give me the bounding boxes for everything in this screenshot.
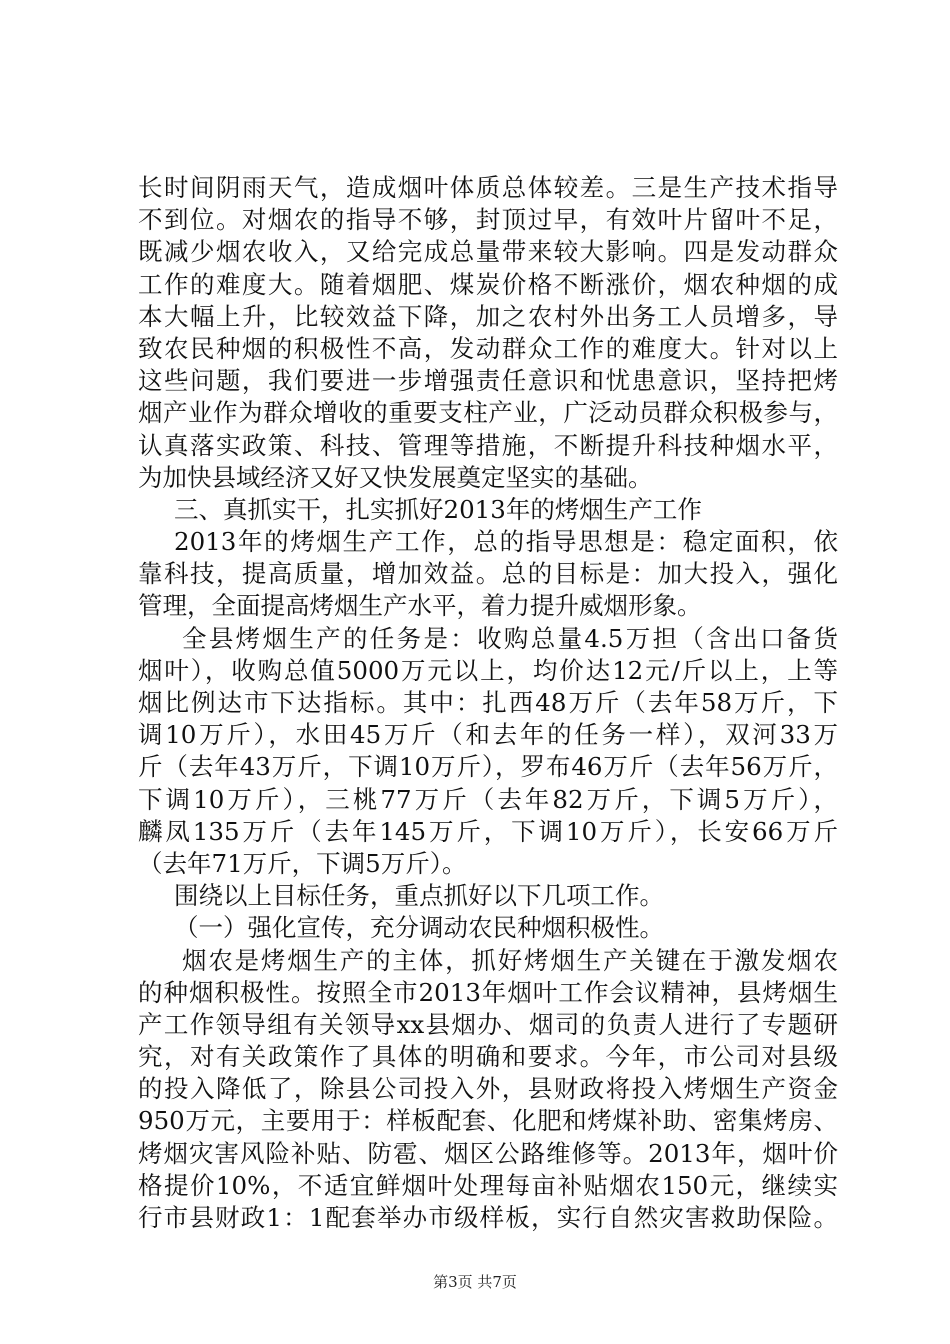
- text-line: 麟凤135万斤（去年145万斤，下调10万斤），长安66万斤: [138, 816, 838, 846]
- text-line: 不到位。对烟农的指导不够，封顶过早，有效叶片留叶不足，: [138, 205, 838, 235]
- text-line: 致农民种烟的积极性不高，发动群众工作的难度大。针对以上: [138, 333, 838, 363]
- text-line: 烟产业作为群众增收的重要支柱产业，广泛动员群众积极参与，: [138, 398, 838, 428]
- text-line: 为加快县域经济又好又快发展奠定坚实的基础。: [138, 462, 653, 492]
- text-line: 管理，全面提高烤烟生产水平，着力提升威烟形象。: [138, 591, 702, 621]
- section-heading: 三、真抓实干，扎实抓好2013年的烤烟生产工作: [174, 494, 702, 524]
- text-line: 认真落实政策、科技、管理等措施，不断提升科技种烟水平，: [138, 430, 838, 460]
- text-line: 长时间阴雨天气，造成烟叶体质总体较差。三是生产技术指导: [138, 173, 838, 202]
- text-line: 调10万斤），水田45万斤（和去年的任务一样），双河33万: [138, 720, 838, 750]
- text-line: 全县烤烟生产的任务是：收购总量4.5万担（含出口备货: [182, 623, 838, 653]
- text-line: 行市县财政1：1配套举办市级样板，实行自然灾害救助保险。: [138, 1203, 838, 1232]
- text-line: 格提价10%，不适宜鲜烟叶处理每亩补贴烟农150元，继续实: [138, 1170, 838, 1200]
- text-line: 的种烟积极性。按照全市2013年烟叶工作会议精神，县烤烟生: [138, 977, 838, 1007]
- document-body: [138, 172, 838, 1234]
- text-line: 斤（去年43万斤，下调10万斤），罗布46万斤（去年56万斤，: [138, 752, 838, 782]
- text-line: 本大幅上升，比较效益下降，加之农村外出务工人员增多，导: [138, 301, 838, 331]
- text-line: 烟比例达市下达指标。其中：扎西48万斤（去年58万斤，下: [138, 688, 838, 717]
- subsection-heading: （一）强化宣传，充分调动农民种烟积极性。: [174, 913, 664, 943]
- text-line: （去年71万斤，下调5万斤）。: [138, 848, 467, 878]
- text-line: 烟农是烤烟生产的主体，抓好烤烟生产关键在于激发烟农: [182, 945, 838, 975]
- text-line: 这些问题，我们要进一步增强责任意识和忧患意识，坚持把烤: [138, 366, 838, 396]
- page-number-footer: 第3页 共7页: [433, 1273, 517, 1291]
- text-line: 烟叶），收购总值5000万元以上，均价达12元/斤以上，上等: [138, 655, 838, 685]
- text-line: 产工作领导组有关领导xx县烟办、烟司的负责人进行了专题研: [138, 1009, 838, 1039]
- text-line: 既减少烟农收入，又给完成总量带来较大影响。四是发动群众: [138, 237, 838, 267]
- text-line: 围绕以上目标任务，重点抓好以下几项工作。: [174, 881, 664, 911]
- text-line: 950万元，主要用于：样板配套、化肥和烤煤补助、密集烤房、: [138, 1106, 838, 1136]
- text-line: 究，对有关政策作了具体的明确和要求。今年，市公司对县级: [138, 1042, 838, 1072]
- text-line: 靠科技，提高质量，增加效益。总的目标是：加大投入，强化: [138, 559, 838, 589]
- text-line: 下调10万斤），三桃77万斤（去年82万斤，下调5万斤），: [138, 784, 838, 814]
- text-line: 2013年的烤烟生产工作，总的指导思想是：稳定面积，依: [174, 527, 838, 557]
- text-line: 工作的难度大。随着烟肥、煤炭价格不断涨价，烟农种烟的成: [138, 269, 838, 299]
- text-line: 烤烟灾害风险补贴、防雹、烟区公路维修等。2013年，烟叶价: [138, 1138, 838, 1168]
- text-line: 的投入降低了，除县公司投入外，县财政将投入烤烟生产资金: [138, 1074, 838, 1104]
